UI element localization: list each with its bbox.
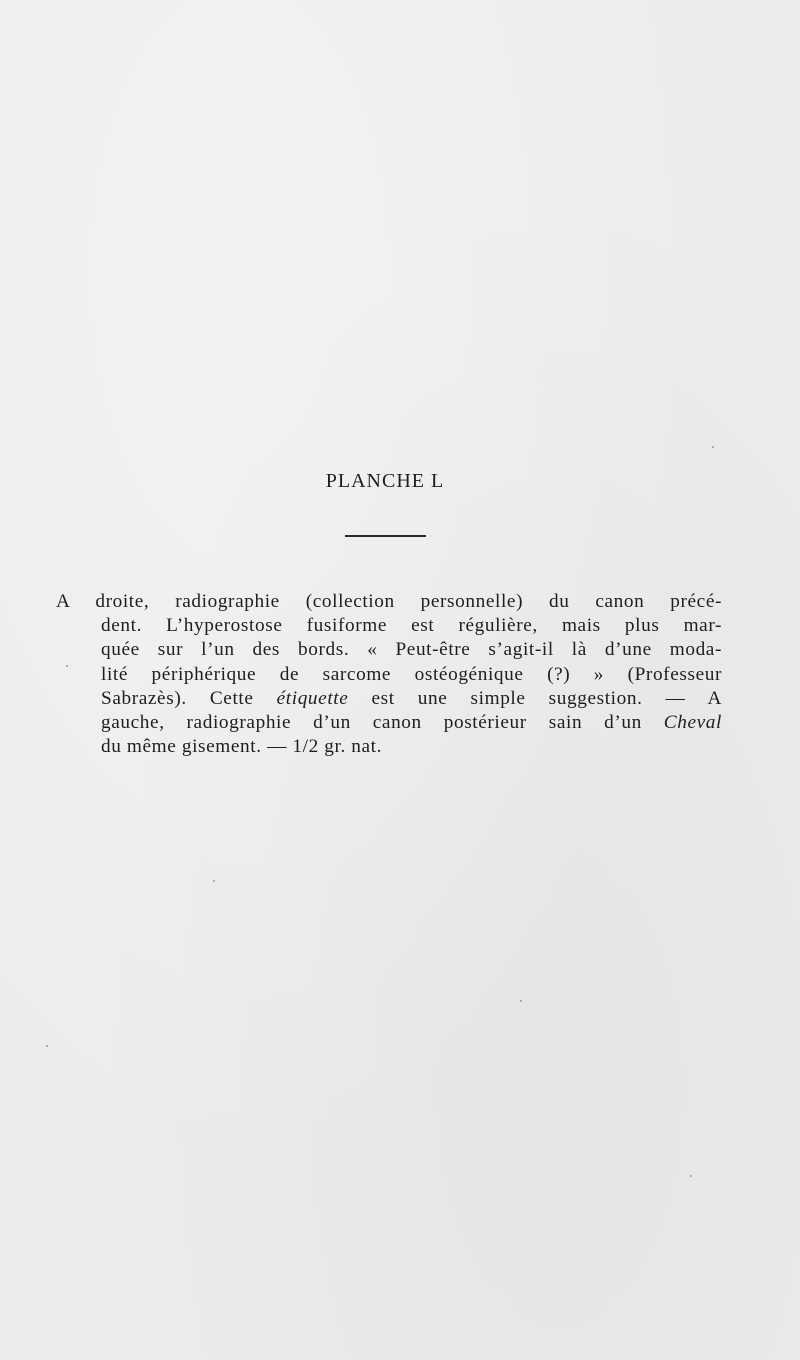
caption-line-5: [56, 687, 722, 711]
paper-speck: [46, 1045, 48, 1047]
caption-line-4: lité périphérique de sarcome ostéogénique (?) » (Professeur: [101, 663, 722, 685]
paper-speck: [712, 446, 714, 448]
plate-title: PLANCHE L: [325, 470, 445, 492]
caption-line-6-a: gauche, radiographie d’un canon postérieur sain d’un: [101, 712, 642, 734]
paper-speck: [520, 1000, 522, 1002]
caption-line-6: [56, 711, 722, 735]
caption-italic-etiquette: étiquette: [276, 687, 349, 709]
caption-italic-cheval: Cheval: [663, 712, 722, 734]
paper-speck: [690, 1175, 692, 1177]
caption-line-3: quée sur l’un des bords. « Peut-être s’agit-il là d’une moda-: [101, 639, 722, 661]
plate-caption: [56, 590, 722, 759]
paper-speck: [213, 880, 215, 882]
paper-speck: [66, 665, 68, 667]
caption-line-7: du même gisement. — 1/2 gr. nat.: [101, 736, 383, 758]
caption-line-5-b: est une simple suggestion. — A: [371, 687, 723, 709]
caption-line-1: A droite, radiographie (collection personnelle) du canon précé-: [56, 591, 722, 612]
title-rule: [345, 535, 426, 537]
caption-line-5-a: Sabrazès). Cette: [101, 687, 254, 709]
caption-line-2: dent. L’hyperostose fusiforme est régulière, mais plus mar-: [101, 615, 722, 637]
